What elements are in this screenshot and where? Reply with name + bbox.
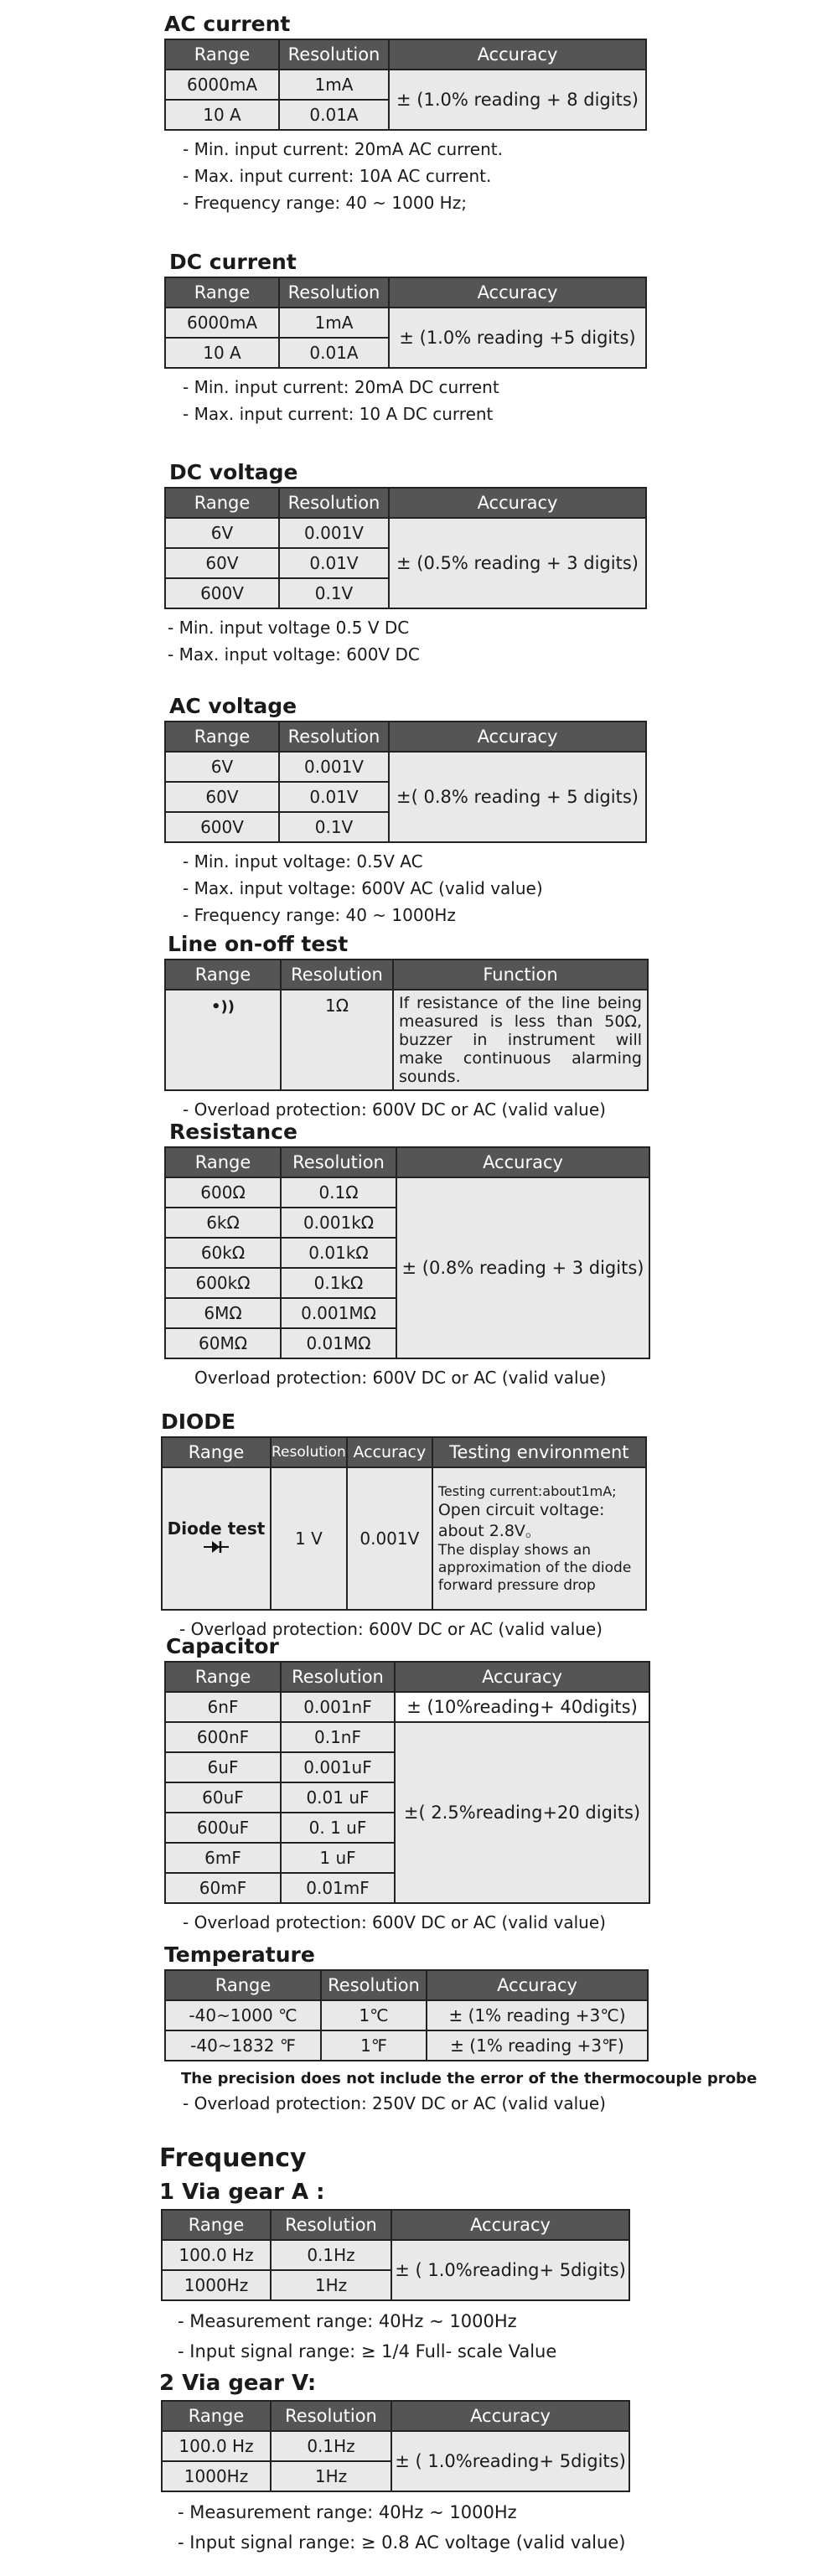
notes	[183, 848, 647, 928]
section-title: DIODE	[161, 1410, 236, 1434]
notes	[183, 2090, 757, 2117]
table-row	[165, 308, 646, 338]
section-title: DC voltage	[169, 460, 298, 484]
resolution-cell: 0.01kΩ	[281, 1238, 396, 1268]
buzzer-icon: •))	[211, 998, 235, 1016]
col-header: Accuracy	[389, 39, 646, 70]
range-cell: 6000mA	[165, 308, 279, 338]
accuracy-cell: ± (1% reading +3℉)	[427, 2030, 648, 2061]
resistance-section	[164, 1118, 650, 1391]
resolution-cell: 1mA	[279, 308, 389, 338]
resolution-cell: 1℉	[321, 2030, 427, 2061]
notes	[194, 1364, 650, 1391]
col-header: Accuracy	[347, 1437, 432, 1467]
accuracy-cell: ± (0.5% reading + 3 digits)	[389, 518, 646, 608]
col-header: Resolution	[281, 960, 393, 990]
dc-current-table	[164, 277, 647, 369]
table-row	[165, 2000, 648, 2030]
dc-voltage-section	[164, 458, 647, 668]
range-cell: 600uF	[165, 1813, 281, 1843]
resolution-cell: 1℃	[321, 2000, 427, 2030]
range-cell: 1000Hz	[162, 2461, 271, 2491]
diode-icon	[204, 1539, 229, 1554]
note: - Min. input voltage: 0.5V AC	[183, 851, 423, 872]
range-cell	[165, 990, 281, 1090]
col-header: Resolution	[281, 1662, 395, 1692]
accuracy-cell: ± (0.8% reading + 3 digits)	[396, 1177, 649, 1358]
resolution-cell: 0.1Hz	[271, 2240, 391, 2270]
range-cell: 1000Hz	[162, 2270, 271, 2300]
note: - Min. input current: 20mA DC current	[183, 377, 499, 397]
note: - Min. input current: 20mA AC current.	[183, 139, 503, 159]
gear-a-title: 1 Via gear A :	[159, 2180, 325, 2205]
section-title: DC current	[169, 250, 297, 274]
resolution-cell: 0.001V	[279, 518, 389, 548]
range-cell: 6nF	[165, 1692, 281, 1722]
col-header: Accuracy	[389, 277, 646, 308]
range-cell: 600V	[165, 578, 279, 608]
note: - Max. input voltage: 600V DC	[168, 644, 420, 665]
resolution-cell: 0.001MΩ	[281, 1298, 396, 1328]
section-title: Frequency	[159, 2144, 307, 2173]
col-header: Accuracy	[395, 1662, 649, 1692]
range-cell: 60kΩ	[165, 1238, 281, 1268]
col-header: Resolution	[281, 1147, 396, 1177]
col-header: Resolution	[271, 1437, 347, 1467]
table-row	[165, 2030, 648, 2061]
table-row	[165, 1177, 649, 1208]
range-cell: 6kΩ	[165, 1208, 281, 1238]
resolution-cell: 0.01 uF	[281, 1782, 395, 1813]
table-row	[165, 752, 646, 782]
col-header: Resolution	[279, 722, 389, 752]
section-title: Line on-off test	[168, 932, 349, 956]
col-header: Range	[165, 39, 279, 70]
note: - Overload protection: 600V DC or AC (valid value)	[179, 1619, 603, 1639]
range-cell: 60uF	[165, 1782, 281, 1813]
range-cell: 6MΩ	[165, 1298, 281, 1328]
col-header: Resolution	[321, 1970, 427, 2000]
resolution-cell: 1Hz	[271, 2270, 391, 2300]
note: - Input signal range: ≥ 1/4 Full- scale Value	[178, 2341, 557, 2361]
diode-table	[161, 1436, 647, 1611]
col-header: Range	[165, 488, 279, 518]
col-header: Function	[393, 960, 648, 990]
resolution-cell: 0.01A	[279, 338, 389, 368]
env-line: The display shows an approximation of the diode forward pressure drop	[437, 1542, 632, 1594]
note: - Measurement range: 40Hz ~ 1000Hz	[178, 2502, 517, 2522]
resolution-cell: 0.01V	[279, 548, 389, 578]
resolution-cell: 1Ω	[281, 990, 393, 1090]
gear-v-title: 2 Via gear V:	[159, 2371, 317, 2396]
dc-current-section	[164, 248, 647, 427]
resolution-cell: 0.01mF	[281, 1873, 395, 1903]
col-header: Range	[165, 1970, 321, 2000]
resolution-cell: 0.001V	[279, 752, 389, 782]
range-cell: 6mF	[165, 1843, 281, 1873]
notes	[178, 2306, 630, 2367]
col-header: Resolution	[271, 2210, 391, 2240]
col-header: Range	[165, 277, 279, 308]
col-header: Range	[165, 1662, 281, 1692]
note: - Max. input voltage: 600V AC (valid value)	[183, 878, 543, 898]
resolution-cell: 1Hz	[271, 2461, 391, 2491]
col-header: Accuracy	[396, 1147, 649, 1177]
table-row	[165, 70, 646, 100]
col-header: Accuracy	[389, 488, 646, 518]
col-header: Accuracy	[427, 1970, 648, 2000]
range-cell: 6000mA	[165, 70, 279, 100]
resolution-cell: 0.1Hz	[271, 2431, 391, 2461]
range-cell: 60V	[165, 782, 279, 812]
table-row	[165, 990, 648, 1090]
env-line: Open circuit voltage: about 2.8V。	[437, 1501, 605, 1540]
env-line: Testing current:about1mA;	[437, 1483, 617, 1499]
range-cell: 6V	[165, 518, 279, 548]
resolution-cell: 0.01MΩ	[281, 1328, 396, 1358]
resolution-cell: 1mA	[279, 70, 389, 100]
resolution-cell: 1 V	[271, 1467, 347, 1610]
col-header: Resolution	[271, 2401, 391, 2431]
accuracy-cell: ±( 0.8% reading + 5 digits)	[389, 752, 646, 842]
section-title: AC current	[164, 12, 291, 36]
diode-section	[161, 1408, 647, 1642]
frequency-section	[159, 2142, 630, 2558]
table-row	[162, 2431, 629, 2461]
line-test-table	[164, 959, 649, 1091]
resolution-cell: 0.01V	[279, 782, 389, 812]
range-cell: 100.0 Hz	[162, 2240, 271, 2270]
col-header: Resolution	[279, 277, 389, 308]
col-header: Accuracy	[391, 2401, 629, 2431]
table-row	[162, 2240, 629, 2270]
col-header: Resolution	[279, 39, 389, 70]
range-cell: 600nF	[165, 1722, 281, 1752]
col-header: Range	[165, 722, 279, 752]
range-cell: 60MΩ	[165, 1328, 281, 1358]
section-title: Resistance	[169, 1120, 297, 1144]
notes	[183, 1909, 650, 1936]
range-cell: 6V	[165, 752, 279, 782]
ac-current-section	[164, 10, 647, 216]
notes	[178, 2497, 630, 2558]
accuracy-cell: ± ( 1.0%reading+ 5digits)	[391, 2431, 629, 2491]
resolution-cell: 0.1V	[279, 812, 389, 842]
ac-voltage-section	[164, 692, 647, 928]
note: - Max. input current: 10A AC current.	[183, 166, 492, 186]
note: - Input signal range: ≥ 0.8 AC voltage (valid value)	[178, 2532, 626, 2553]
frequency-gear-a-table	[161, 2209, 630, 2301]
resolution-cell: 0.001kΩ	[281, 1208, 396, 1238]
range-cell: 600kΩ	[165, 1268, 281, 1298]
note: - Overload protection: 600V DC or AC (valid value)	[183, 1912, 606, 1932]
col-header: Accuracy	[389, 722, 646, 752]
ac-voltage-table	[164, 721, 647, 843]
resolution-cell: 1 uF	[281, 1843, 395, 1873]
table-row	[165, 1692, 649, 1722]
range-cell: 60mF	[165, 1873, 281, 1903]
frequency-gear-v-table	[161, 2400, 630, 2492]
resolution-cell: 0.1Ω	[281, 1177, 396, 1208]
col-header: Range	[162, 2210, 271, 2240]
accuracy-cell: ± (1% reading +3℃)	[427, 2000, 648, 2030]
section-title: Temperature	[164, 1942, 315, 1967]
note: - Max. input current: 10 A DC current	[183, 404, 494, 424]
col-header: Accuracy	[391, 2210, 629, 2240]
col-header: Resolution	[279, 488, 389, 518]
resolution-cell: 0. 1 uF	[281, 1813, 395, 1843]
temperature-section	[164, 1941, 757, 2117]
col-header: Range	[165, 960, 281, 990]
table-row	[165, 518, 646, 548]
resolution-cell: 0.001uF	[281, 1752, 395, 1782]
note: - Measurement range: 40Hz ~ 1000Hz	[178, 2311, 517, 2331]
note: - Frequency range: 40 ~ 1000Hz	[183, 905, 456, 925]
diode-range-label: Diode test	[167, 1518, 266, 1539]
note: - Frequency range: 40 ~ 1000 Hz;	[183, 193, 467, 213]
table-row	[165, 1722, 649, 1752]
range-cell: -40~1832 ℉	[165, 2030, 321, 2061]
range-cell: 10 A	[165, 100, 279, 130]
range-cell: 60V	[165, 548, 279, 578]
section-title: AC voltage	[169, 694, 297, 718]
section-title: Capacitor	[166, 1634, 279, 1658]
function-cell: If resistance of the line being measured is less than 50Ω, buzzer in instrument will make continuous alarming sounds.	[393, 990, 648, 1090]
notes	[183, 374, 647, 427]
notes	[168, 614, 647, 668]
range-cell: 10 A	[165, 338, 279, 368]
accuracy-cell: ±( 2.5%reading+20 digits)	[395, 1722, 649, 1903]
resistance-table	[164, 1146, 650, 1359]
resolution-cell: 0.001nF	[281, 1692, 395, 1722]
note: Overload protection: 600V DC or AC (valid value)	[194, 1368, 607, 1388]
capacitor-section	[164, 1632, 650, 1936]
note: - Overload protection: 250V DC or AC (valid value)	[183, 2093, 606, 2113]
temperature-table	[164, 1969, 649, 2061]
capacitor-table	[164, 1661, 650, 1904]
notes	[183, 136, 647, 216]
range-cell: 100.0 Hz	[162, 2431, 271, 2461]
range-cell: 600Ω	[165, 1177, 281, 1208]
col-header: Range	[162, 2401, 271, 2431]
range-cell	[162, 1467, 271, 1610]
resolution-cell: 0.01A	[279, 100, 389, 130]
accuracy-cell: ± (1.0% reading + 8 digits)	[389, 70, 646, 130]
resolution-cell: 0.1V	[279, 578, 389, 608]
precision-note: The precision does not include the error of the thermocouple probe	[181, 2070, 758, 2087]
accuracy-cell: ± (1.0% reading +5 digits)	[389, 308, 646, 368]
col-header: Testing environment	[432, 1437, 646, 1467]
note: - Min. input voltage 0.5 V DC	[168, 618, 410, 638]
resolution-cell: 0.1kΩ	[281, 1268, 396, 1298]
table-row	[162, 1467, 646, 1610]
col-header: Range	[162, 1437, 271, 1467]
range-cell: 6uF	[165, 1752, 281, 1782]
range-cell: 600V	[165, 812, 279, 842]
note: - Overload protection: 600V DC or AC (valid value)	[183, 1099, 606, 1120]
testing-environment-cell	[432, 1467, 646, 1610]
dc-voltage-table	[164, 487, 647, 609]
range-cell: -40~1000 ℃	[165, 2000, 321, 2030]
accuracy-cell: ± (10%reading+ 40digits)	[395, 1692, 649, 1722]
ac-current-table	[164, 39, 647, 131]
resolution-cell: 0.1nF	[281, 1722, 395, 1752]
line-test-section	[164, 930, 649, 1123]
accuracy-cell: ± ( 1.0%reading+ 5digits)	[391, 2240, 629, 2300]
accuracy-cell: 0.001V	[347, 1467, 432, 1610]
col-header: Range	[165, 1147, 281, 1177]
